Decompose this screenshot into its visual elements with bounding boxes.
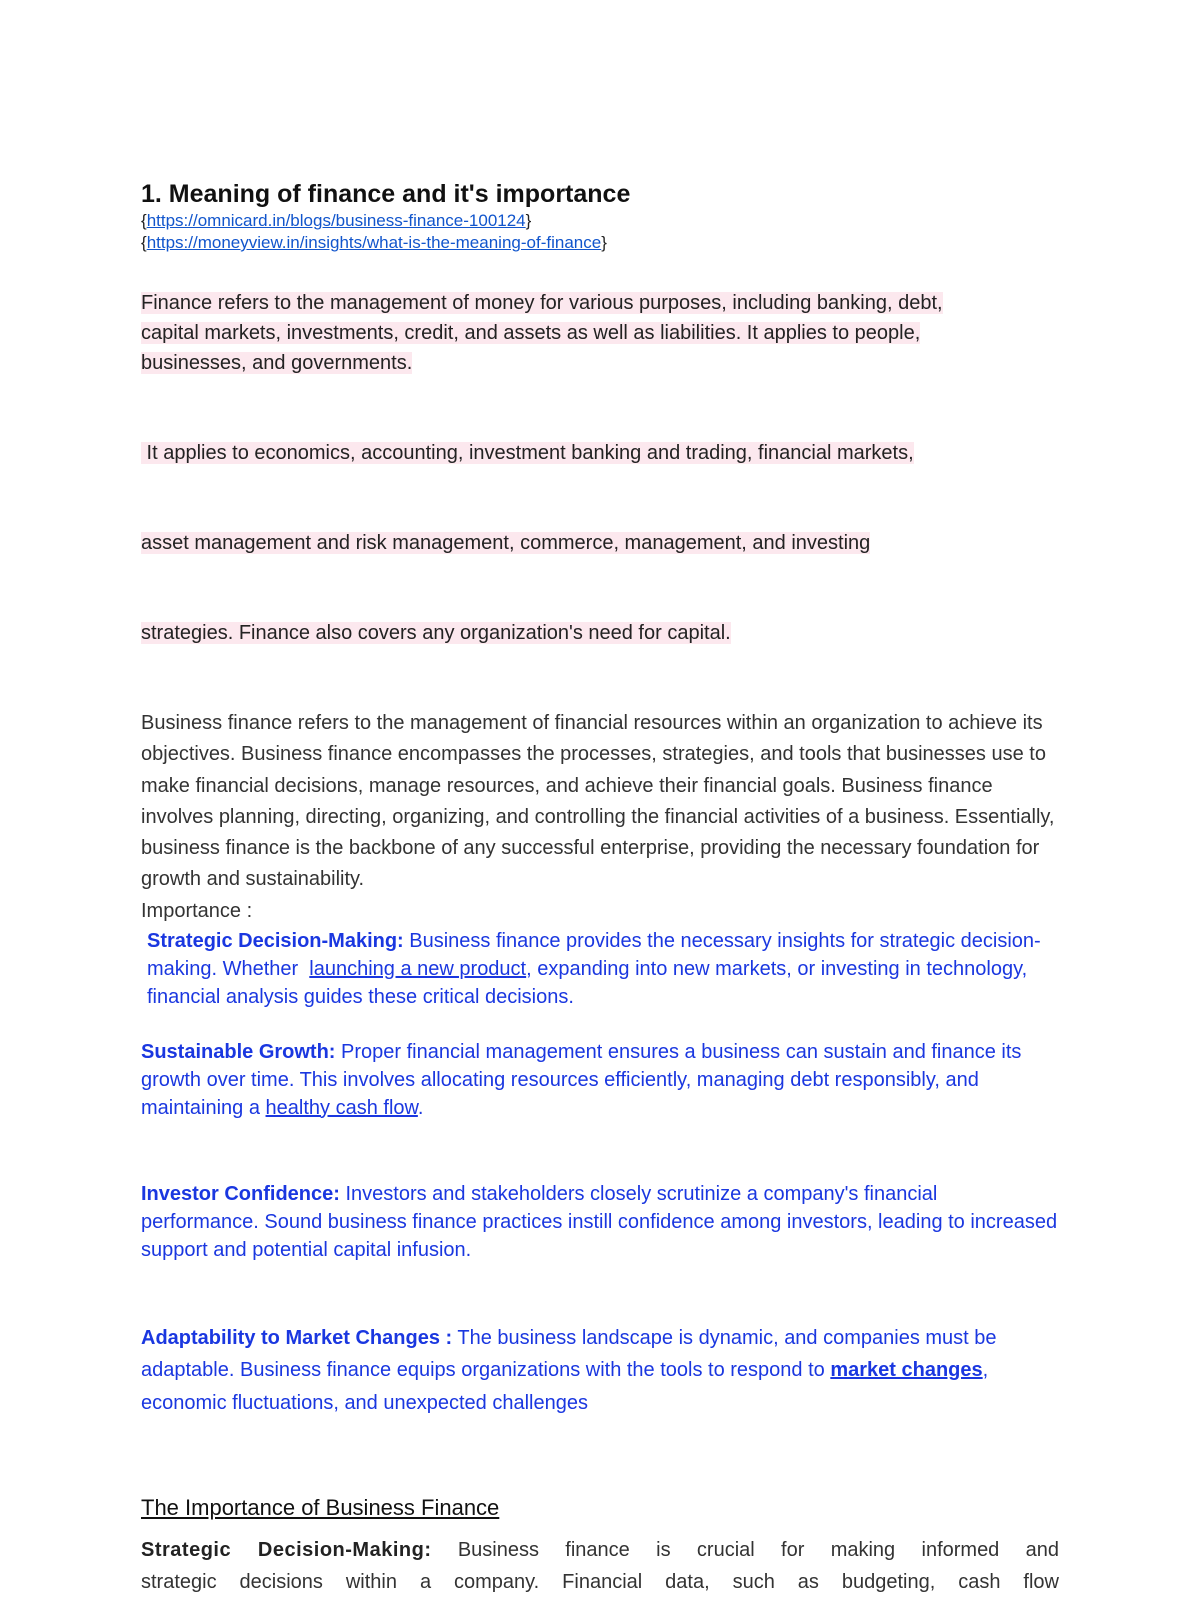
highlighted-paragraph-1 xyxy=(141,288,1059,378)
point-title: Investor Confidence: xyxy=(141,1182,340,1205)
source-link-line-1: {https://omnicard.in/blogs/business-finance-100124} xyxy=(141,211,532,230)
section-heading-importance: The Importance of Business Finance xyxy=(141,1495,500,1521)
importance-label: Importance : xyxy=(141,899,253,922)
source-link-line-2: {https://moneyview.in/insights/what-is-the-meaning-of-finance} xyxy=(141,233,607,252)
source-link-omnicard[interactable]: https://omnicard.in/blogs/business-finance-100124 xyxy=(146,211,526,230)
section2-paragraph: Strategic Decision-Making: Business finance is crucial for making informed and strategic decisions within a company. Financial data, such as budgeting, cash flow xyxy=(141,1539,1060,1593)
business-finance-paragraph: Business finance refers to the management of financial resources within an organization to achieve its objectives. Business finance encompasses the processes, strategies, and tools that businesses use to make financial decisions, manage resources, and achieve their financial goals. Business finance involves planning, directing, organizing, and controlling the financial activities of a business. Essentially, business finance is the backbone of any successful enterprise, providing the necessary foundation for growth and sustainability. xyxy=(141,712,1055,891)
highlighted-text: Finance refers to the management of money for various purposes, including banking, debt, xyxy=(141,292,943,314)
blank-line xyxy=(141,254,1059,276)
source-link-moneyview[interactable]: https://moneyview.in/insights/what-is-the-meaning-of-finance xyxy=(146,233,602,252)
document-content xyxy=(141,178,1059,1598)
point-strategic-decision-making: Strategic Decision-Making: Business finance provides the necessary insights for strategic decision-making. Whether launching a new product, expanding into new markets, or investing in technology, financial analysis guides these critical decisions. xyxy=(147,929,1041,1008)
point-title: Strategic Decision-Making: xyxy=(147,929,404,952)
highlighted-text: It applies to economics, accounting, investment banking and trading, financial markets, xyxy=(141,442,914,464)
point-title: Sustainable Growth: xyxy=(141,1040,336,1063)
link-launching-new-product[interactable]: launching a new product xyxy=(309,957,527,980)
section2-para-title: Strategic Decision-Making: xyxy=(141,1539,432,1562)
highlighted-text: asset management and risk management, commerce, management, and investing xyxy=(141,532,871,554)
page-title: 1. Meaning of finance and it's importance xyxy=(141,180,631,208)
point-sustainable-growth: Sustainable Growth: Proper financial management ensures a business can sustain and finance its growth over time. This involves allocating resources efficiently, managing debt responsibly, and maintaining a healthy cash flow. xyxy=(141,1040,1022,1119)
highlighted-text: businesses, and governments. xyxy=(141,352,413,374)
link-market-changes[interactable]: market changes xyxy=(830,1359,983,1382)
highlighted-text: strategies. Finance also covers any organization's need for capital. xyxy=(141,622,731,644)
link-healthy-cash-flow[interactable]: healthy cash flow xyxy=(265,1096,418,1119)
point-investor-confidence: Investor Confidence: Investors and stakeholders closely scrutinize a company's financial performance. Sound business finance practices instill confidence among investors, leading to increased support and potential capital infusion. xyxy=(141,1182,1058,1261)
point-adaptability-to-market-changes: Adaptability to Market Changes : The business landscape is dynamic, and companies must be adaptable. Business finance equips organizations with the tools to respond to market changes, economic fluctuations, and unexpected challenges xyxy=(141,1326,997,1414)
point-title: Adaptability to Market Changes : xyxy=(141,1326,453,1349)
highlighted-text: capital markets, investments, credit, and assets as well as liabilities. It applies to people, xyxy=(141,322,921,344)
highlighted-paragraph-2 xyxy=(141,378,1059,708)
